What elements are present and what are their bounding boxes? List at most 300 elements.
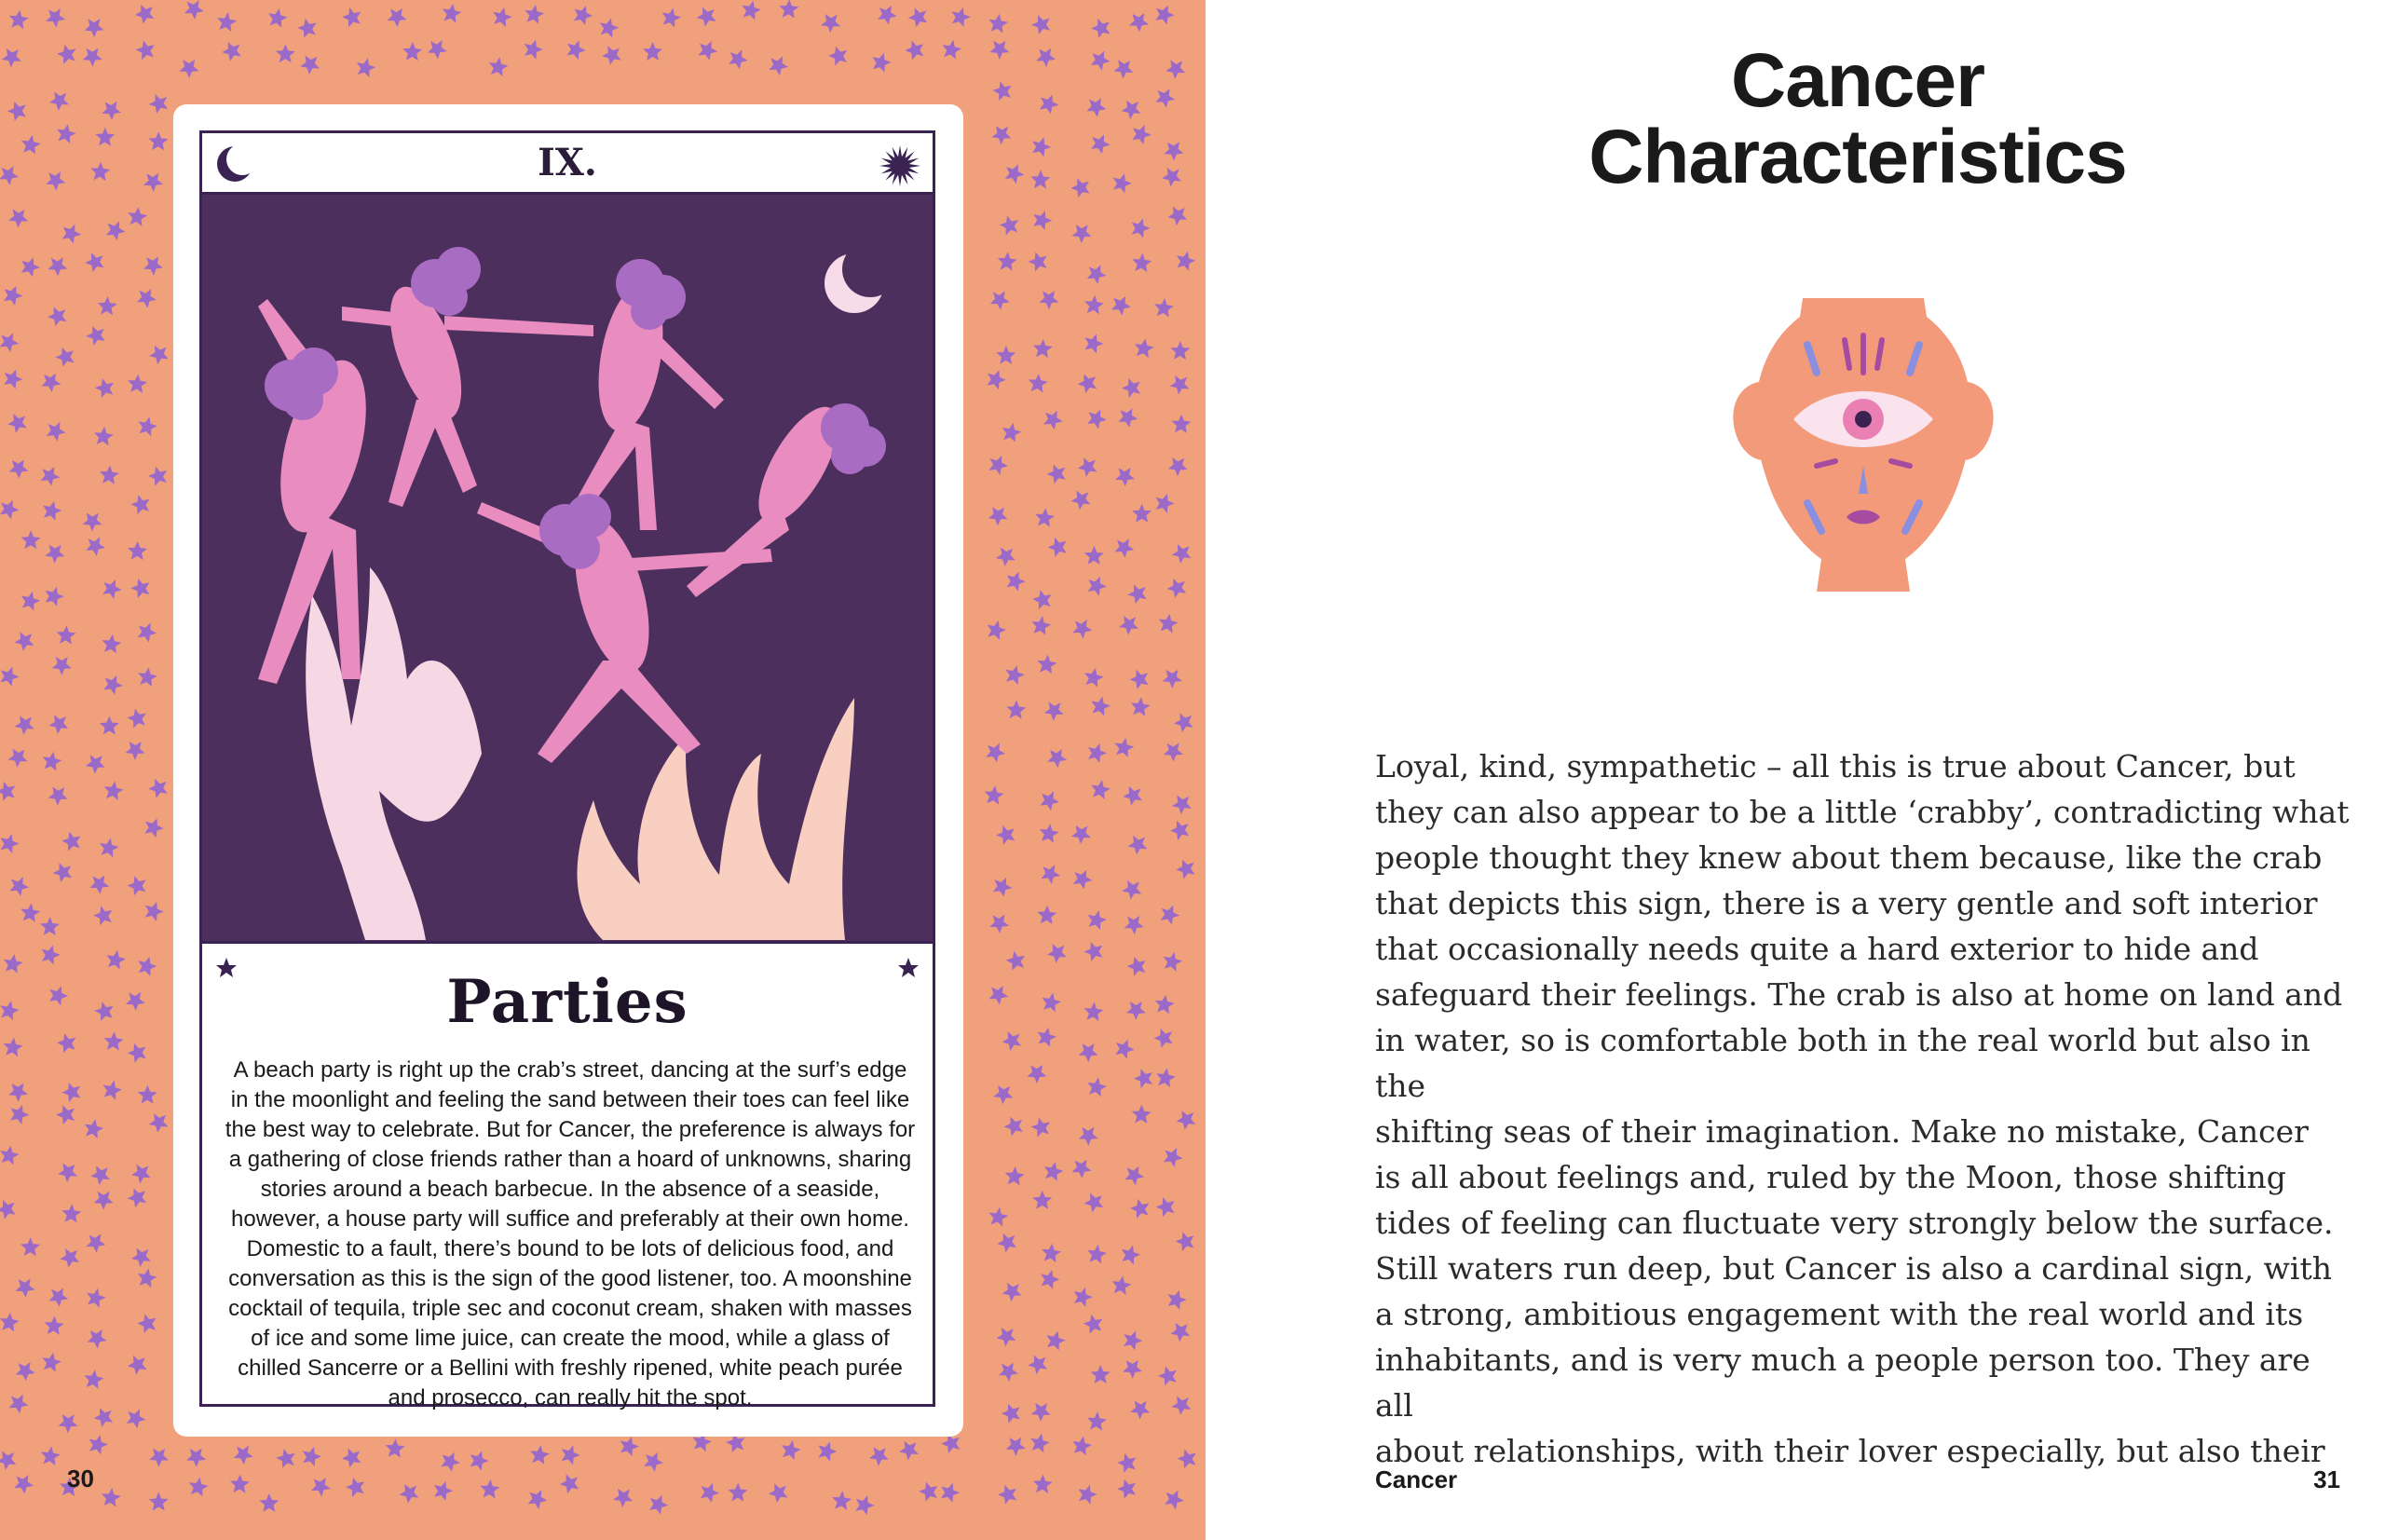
pattern-star-icon (996, 1357, 1022, 1383)
pattern-star-icon (940, 38, 962, 61)
pattern-star-icon (1036, 90, 1061, 116)
pattern-star-icon (274, 1445, 300, 1471)
right-body-text: Loyal, kind, sympathetic – all this is true about Cancer, but they can also appear to be a little ‘crabby’, contradicting what people thought they knew about them because, like the crab that depicts this sign, there is a very gentle and soft interior that occasionally needs quite a hard exterior to hide and safeguard their feelings. The crab is also at home on land and in water, so is comfortable both in the real world but also in the shifting seas of their imagination. Make no mistake, Cancer is all about feelings and, ruled by the Moon, those shifting tides of feeling can fluctuate very strongly below the surface. Still waters run deep, but Cancer is also a cardinal sign, with a strong, ambitious engagement with the real world and its inhabitants, and is very much a people person too. They are all about relationships, with their lover especially, but also their (1375, 748, 2350, 1469)
pattern-star-icon (46, 983, 71, 1007)
pattern-star-icon (340, 4, 366, 30)
pattern-star-icon (1070, 865, 1095, 891)
pattern-star-icon (129, 1159, 156, 1186)
pattern-star-icon (43, 4, 69, 30)
pattern-star-icon (1152, 84, 1179, 109)
pattern-star-icon (0, 282, 25, 307)
page-title (1485, 38, 2230, 199)
pattern-star-icon (1006, 700, 1027, 719)
pattern-star-icon (82, 1117, 105, 1139)
pattern-star-icon (1165, 452, 1192, 479)
pattern-star-icon (54, 122, 77, 144)
pattern-star-icon (308, 1473, 334, 1499)
pattern-star-icon (93, 375, 119, 401)
pattern-star-icon (1165, 574, 1192, 601)
pattern-star-icon (1041, 1242, 1062, 1262)
pattern-star-icon (55, 1029, 81, 1056)
pattern-star-icon (0, 366, 25, 390)
pattern-star-icon (525, 1486, 551, 1511)
pattern-star-icon (986, 981, 1012, 1007)
pattern-star-icon (148, 131, 169, 151)
pattern-star-icon (136, 666, 158, 688)
pattern-star-icon (1159, 162, 1186, 189)
pattern-star-icon (994, 1322, 1021, 1349)
pattern-star-icon (91, 902, 117, 928)
pattern-star-icon (826, 42, 852, 69)
pattern-star-icon (1004, 1165, 1026, 1186)
pattern-star-icon (1091, 1365, 1111, 1383)
pattern-star-icon (1162, 1486, 1187, 1511)
pattern-star-icon (90, 1186, 117, 1212)
pattern-star-icon (1075, 369, 1102, 396)
pattern-star-icon (521, 37, 545, 61)
pattern-star-icon (1026, 1350, 1053, 1377)
pattern-star-icon (45, 252, 72, 278)
pattern-star-icon (1153, 297, 1175, 318)
pattern-star-icon (1004, 947, 1030, 974)
pattern-star-icon (660, 6, 683, 28)
pattern-star-icon (984, 618, 1007, 641)
pattern-star-icon (617, 1434, 641, 1457)
pattern-star-icon (0, 778, 20, 804)
pattern-star-icon (1112, 462, 1139, 488)
pattern-star-icon (1029, 208, 1054, 232)
pattern-star-icon (125, 1351, 152, 1378)
pattern-star-icon (83, 1229, 109, 1255)
pattern-star-icon (339, 1444, 366, 1471)
pattern-star-icon (937, 1479, 961, 1504)
pattern-star-icon (467, 1448, 491, 1472)
pattern-star-icon (38, 368, 64, 394)
pattern-star-icon (1122, 1162, 1148, 1187)
pattern-star-icon (42, 538, 69, 566)
pattern-star-icon (182, 0, 208, 21)
pattern-star-icon (1069, 820, 1096, 847)
pattern-star-icon (1044, 743, 1070, 770)
pattern-star-icon (1026, 248, 1052, 275)
pattern-star-icon (2, 1036, 23, 1056)
pattern-star-icon (1120, 374, 1147, 401)
pattern-star-icon (1084, 741, 1109, 764)
pattern-star-icon (866, 1441, 893, 1468)
pattern-star-icon (42, 583, 66, 606)
pattern-star-icon (5, 409, 32, 436)
pattern-star-icon (1035, 1025, 1058, 1047)
title-line-1: Cancer (1730, 38, 1985, 123)
pattern-star-icon (1171, 414, 1192, 433)
pattern-star-icon (643, 42, 662, 61)
pattern-star-icon (1002, 1112, 1029, 1139)
pattern-star-icon (1003, 1432, 1030, 1458)
page-number-left: 30 (67, 1465, 94, 1492)
pattern-star-icon (1045, 533, 1072, 560)
pattern-star-icon (44, 1315, 64, 1335)
pattern-star-icon (0, 663, 21, 688)
pattern-star-icon (1109, 292, 1135, 317)
pattern-star-icon (998, 211, 1024, 238)
pattern-star-icon (1174, 249, 1197, 272)
pattern-star-icon (1163, 55, 1190, 82)
pattern-star-icon (987, 286, 1013, 312)
pattern-star-icon (1082, 937, 1109, 964)
pattern-star-icon (1085, 1075, 1108, 1097)
pattern-star-icon (55, 1409, 82, 1436)
pattern-star-icon (779, 0, 799, 19)
page-number-right: 31 (2313, 1465, 2340, 1493)
pattern-star-icon (1153, 1193, 1179, 1220)
pattern-star-icon (983, 784, 1004, 805)
pattern-star-icon (0, 1446, 21, 1473)
pattern-star-icon (597, 16, 620, 38)
pattern-star-icon (1157, 612, 1179, 634)
pattern-star-icon (1119, 95, 1146, 122)
pattern-star-icon (1034, 507, 1056, 527)
pattern-star-icon (874, 1, 900, 26)
pattern-star-icon (1036, 285, 1063, 311)
pattern-star-icon (906, 3, 933, 30)
pattern-star-icon (7, 8, 29, 29)
pattern-star-icon (220, 37, 247, 64)
pattern-star-icon (818, 8, 845, 35)
pattern-star-icon (146, 89, 173, 116)
pattern-star-icon (136, 415, 159, 437)
tarot-card (199, 130, 935, 1411)
pattern-star-icon (59, 221, 84, 246)
pattern-star-icon (45, 302, 72, 329)
pattern-star-icon (102, 217, 128, 242)
pattern-star-icon (1032, 1474, 1053, 1493)
pattern-star-icon (1171, 708, 1198, 735)
pattern-star-icon (1069, 219, 1096, 246)
pattern-star-icon (1089, 14, 1116, 41)
vase-eye-icon (1714, 279, 2012, 606)
pattern-star-icon (987, 909, 1013, 935)
pattern-star-icon (93, 426, 115, 446)
pattern-star-icon (176, 54, 203, 80)
pattern-star-icon (60, 1078, 87, 1105)
pattern-star-icon (570, 2, 595, 26)
pattern-star-icon (996, 346, 1015, 364)
pattern-star-icon (1083, 261, 1110, 286)
pattern-star-icon (1044, 939, 1071, 966)
pattern-star-icon (994, 821, 1021, 848)
pattern-star-icon (122, 736, 149, 763)
pattern-star-icon (299, 1444, 323, 1467)
pattern-star-icon (129, 491, 155, 517)
pattern-star-icon (1115, 1475, 1141, 1502)
pattern-star-icon (86, 1432, 110, 1455)
pattern-star-icon (1038, 1267, 1062, 1290)
pattern-star-icon (1070, 615, 1096, 641)
pattern-star-icon (43, 417, 69, 443)
pattern-star-icon (0, 1312, 20, 1332)
pattern-star-icon (91, 1403, 118, 1430)
pattern-star-icon (523, 3, 545, 24)
pattern-star-icon (1116, 610, 1143, 637)
pattern-star-icon (259, 1493, 279, 1512)
pattern-star-icon (1154, 1067, 1177, 1088)
pattern-star-icon (84, 321, 111, 348)
pattern-star-icon (1000, 1027, 1027, 1054)
pattern-star-icon (46, 782, 73, 809)
pattern-star-icon (132, 0, 159, 27)
pattern-star-icon (1115, 1450, 1141, 1476)
pattern-star-icon (1128, 1195, 1154, 1221)
pattern-star-icon (641, 1448, 667, 1473)
dancers-illustration (202, 195, 933, 944)
pattern-star-icon (1083, 1002, 1104, 1022)
pattern-star-icon (1089, 694, 1112, 716)
pattern-star-icon (90, 161, 111, 181)
pattern-star-icon (1024, 1059, 1051, 1085)
pattern-star-icon (38, 943, 62, 966)
pattern-star-icon (1040, 991, 1062, 1014)
pattern-star-icon (1036, 653, 1057, 674)
pattern-star-icon (610, 1483, 637, 1510)
pattern-star-icon (129, 1243, 156, 1270)
pattern-star-icon (1084, 573, 1110, 597)
pattern-star-icon (1169, 790, 1196, 817)
pattern-star-icon (101, 634, 122, 654)
pattern-star-icon (1160, 1144, 1185, 1169)
pattern-star-icon (37, 462, 63, 487)
pattern-star-icon (39, 1445, 61, 1465)
pattern-star-icon (852, 1492, 878, 1517)
pattern-star-icon (141, 252, 167, 278)
pattern-star-icon (1000, 421, 1023, 443)
pattern-star-icon (1085, 908, 1109, 931)
pattern-star-icon (1069, 173, 1096, 200)
pattern-star-icon (0, 43, 26, 70)
pattern-star-icon (83, 248, 110, 275)
pattern-star-icon (98, 836, 120, 858)
pattern-star-icon (1082, 1311, 1108, 1337)
pattern-star-icon (1083, 294, 1105, 315)
pattern-star-icon (1030, 586, 1056, 612)
pattern-star-icon (0, 831, 21, 854)
pattern-star-icon (1082, 666, 1105, 688)
pattern-star-icon (88, 1161, 115, 1188)
pattern-star-icon (989, 873, 1015, 898)
pattern-star-icon (984, 367, 1009, 391)
pattern-star-icon (1112, 1036, 1138, 1060)
pattern-star-icon (1002, 160, 1027, 185)
pattern-star-icon (46, 1283, 72, 1309)
pattern-star-icon (996, 1480, 1023, 1507)
pattern-star-icon (95, 127, 115, 145)
pattern-star-icon (557, 1469, 584, 1496)
pattern-star-icon (995, 1229, 1022, 1256)
pattern-star-icon (125, 705, 151, 731)
pattern-star-icon (136, 1267, 158, 1288)
pattern-star-icon (276, 44, 295, 62)
pattern-star-icon (1152, 2, 1178, 26)
pattern-star-icon (988, 1206, 1010, 1227)
pattern-star-icon (125, 1183, 152, 1210)
pattern-star-icon (1132, 504, 1152, 523)
pattern-star-icon (146, 462, 172, 489)
title-line-2: Characteristics (1588, 115, 2127, 199)
pattern-star-icon (1075, 1482, 1099, 1506)
pattern-star-icon (149, 1492, 169, 1511)
pattern-star-icon (1161, 137, 1188, 163)
pattern-star-icon (60, 828, 86, 854)
pattern-star-icon (1029, 10, 1056, 37)
pattern-star-icon (1029, 1431, 1052, 1453)
pattern-star-icon (1169, 539, 1196, 566)
pattern-star-icon (123, 987, 149, 1013)
pattern-star-icon (1030, 614, 1053, 635)
pattern-star-icon (1124, 996, 1151, 1022)
pattern-star-icon (1028, 373, 1049, 393)
pattern-star-icon (1070, 1434, 1093, 1456)
pattern-star-icon (99, 465, 120, 485)
pattern-star-icon (1082, 1188, 1109, 1215)
pattern-star-icon (40, 917, 60, 935)
card-number: IX. (538, 141, 597, 184)
pattern-star-icon (1169, 1391, 1196, 1418)
pattern-star-icon (948, 5, 973, 28)
pattern-star-icon (102, 780, 125, 801)
pattern-star-icon (1043, 1329, 1067, 1352)
pattern-star-icon (1075, 1038, 1102, 1064)
starburst-icon (877, 143, 923, 189)
pattern-star-icon (83, 749, 110, 776)
pattern-star-icon (1131, 1104, 1152, 1124)
pattern-star-icon (79, 43, 106, 69)
pattern-star-icon (726, 46, 751, 71)
pattern-star-icon (138, 1085, 157, 1104)
pattern-star-icon (999, 1399, 1026, 1426)
pattern-star-icon (11, 1470, 37, 1496)
pattern-star-icon (1029, 1397, 1056, 1424)
pattern-star-icon (84, 1286, 107, 1308)
pattern-star-icon (766, 52, 792, 77)
pattern-star-icon (528, 1444, 551, 1465)
pattern-star-icon (49, 651, 76, 677)
pattern-star-icon (1128, 215, 1152, 238)
pattern-star-icon (61, 1203, 82, 1222)
pattern-star-icon (127, 206, 149, 227)
pattern-star-icon (1161, 949, 1184, 972)
pattern-star-icon (986, 452, 1011, 477)
pattern-star-icon (184, 1443, 211, 1469)
pattern-star-icon (1170, 341, 1190, 360)
pattern-star-icon (100, 1487, 121, 1507)
pattern-star-icon (20, 133, 42, 155)
pattern-star-icon (1029, 1114, 1056, 1140)
pattern-star-icon (187, 1476, 210, 1497)
card-title: Parties (446, 967, 688, 1037)
pattern-star-icon (1161, 737, 1188, 763)
pattern-star-icon (266, 7, 289, 29)
pattern-star-icon (1083, 93, 1110, 119)
pattern-star-icon (0, 1195, 20, 1222)
pattern-star-icon (1173, 1228, 1199, 1255)
pattern-star-icon (1156, 1362, 1182, 1389)
pattern-star-icon (20, 902, 41, 922)
pattern-star-icon (988, 12, 1010, 34)
pattern-star-icon (57, 1244, 84, 1271)
pattern-star-icon (384, 3, 410, 29)
pattern-star-icon (125, 1039, 152, 1066)
pattern-star-icon (1125, 830, 1152, 857)
pattern-star-icon (480, 1479, 500, 1498)
pattern-star-icon (1132, 1065, 1158, 1092)
pattern-star-icon (985, 501, 1012, 528)
pattern-star-icon (123, 1405, 148, 1430)
pattern-star-icon (0, 329, 22, 354)
pattern-star-icon (1129, 696, 1151, 716)
pattern-star-icon (1126, 7, 1152, 34)
pattern-star-icon (1120, 1355, 1147, 1381)
pattern-star-icon (1152, 491, 1177, 514)
pattern-star-icon (487, 56, 510, 77)
pattern-star-icon (127, 374, 148, 394)
pattern-star-icon (12, 627, 39, 654)
pattern-star-icon (128, 541, 148, 561)
pattern-star-icon (1038, 861, 1064, 886)
pattern-star-icon (1086, 1411, 1108, 1431)
pattern-star-icon (142, 815, 167, 839)
pattern-star-icon (297, 50, 324, 77)
pattern-star-icon (87, 870, 113, 896)
pattern-star-icon (831, 1491, 852, 1511)
pattern-star-icon (1089, 778, 1111, 800)
pattern-star-icon (1042, 697, 1069, 724)
pattern-star-icon (1127, 665, 1154, 692)
pattern-star-icon (1174, 855, 1201, 882)
pattern-star-icon (40, 498, 63, 521)
pattern-star-icon (599, 41, 626, 68)
pattern-star-icon (1167, 1317, 1194, 1344)
pattern-star-icon (1000, 1277, 1027, 1304)
pattern-star-icon (983, 739, 1009, 764)
pattern-star-icon (2, 952, 24, 974)
pattern-star-icon (50, 858, 77, 885)
pattern-star-icon (1167, 370, 1194, 397)
pattern-star-icon (1174, 1106, 1201, 1133)
pattern-star-icon (1041, 406, 1067, 431)
pattern-star-icon (1075, 453, 1102, 480)
card-header (202, 133, 933, 195)
pattern-star-icon (83, 532, 109, 557)
pattern-star-icon (12, 1357, 38, 1383)
pattern-star-icon (125, 872, 151, 899)
pattern-star-icon (99, 96, 125, 122)
pattern-star-icon (1111, 54, 1138, 81)
pattern-star-icon (441, 2, 463, 23)
pattern-star-icon (344, 1474, 370, 1501)
pattern-star-icon (100, 576, 125, 601)
pattern-star-icon (1042, 1160, 1065, 1182)
pattern-star-icon (1075, 1122, 1102, 1148)
pattern-star-icon (1082, 331, 1106, 354)
pattern-star-icon (694, 2, 721, 29)
pattern-star-icon (84, 1325, 110, 1351)
pattern-star-icon (1030, 170, 1051, 189)
pattern-star-icon (988, 120, 1015, 147)
pattern-star-icon (1121, 910, 1147, 936)
pattern-star-icon (815, 1438, 839, 1462)
pattern-star-icon (20, 530, 40, 549)
pattern-star-icon (1127, 1395, 1154, 1422)
pattern-star-icon (990, 77, 1016, 103)
